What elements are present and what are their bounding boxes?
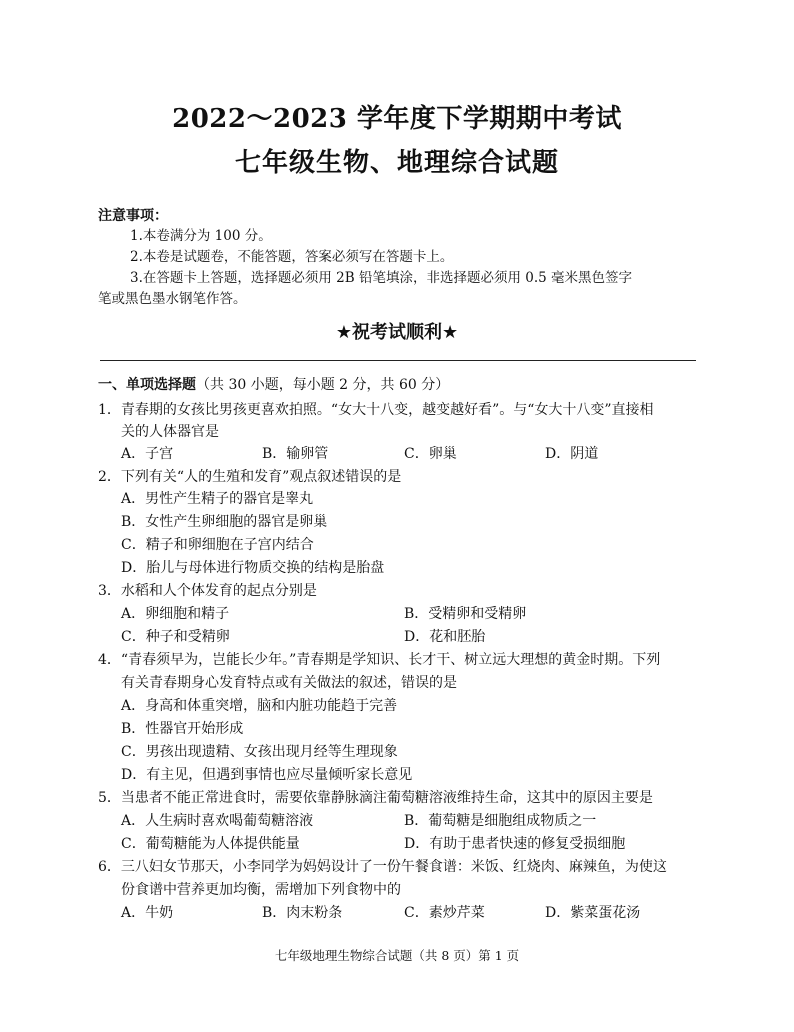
question-5-option-d: D．有助于患者快速的修复受损细胞 — [404, 836, 626, 852]
section-heading — [98, 374, 449, 394]
question-3-option-b: B．受精卵和受精卵 — [404, 606, 527, 622]
exam-subtitle: 七年级生物、地理综合试题 — [234, 148, 559, 178]
page-footer: 七年级地理生物综合试题（共 8 页）第 1 页 — [274, 948, 520, 963]
notice-item: 1.本卷满分为 100 分。 — [130, 228, 272, 244]
question-2-option-d: D．胎儿与母体进行物质交换的结构是胎盘 — [121, 560, 385, 576]
notice-heading: 注意事项： — [98, 208, 168, 224]
question-4-option-b: B．性器官开始形成 — [121, 721, 244, 737]
question-3-option-a: A．卵细胞和精子 — [121, 606, 230, 622]
question-2-option-a: A．男性产生精子的器官是睾丸 — [121, 491, 314, 507]
question-4-option-d: D．有主见，但遇到事情也应尽量倾听家长意见 — [121, 767, 413, 783]
question-5-option-a: A．人生病时喜欢喝葡萄糖溶液 — [121, 813, 314, 829]
question-1-option-c: C．卵巢 — [404, 446, 457, 462]
section-title: 一、单项选择题 — [98, 377, 196, 393]
question-3-stem: 3．水稻和人个体发育的起点分别是 — [98, 583, 317, 599]
question-4-stem: 4．“青春须早为，岂能长少年。”青春期是学知识、长才干、树立远大理想的黄金时期。下列 — [98, 652, 661, 668]
question-2-stem: 2．下列有关“人的生殖和发育”观点叙述错误的是 — [98, 469, 402, 485]
question-5-stem: 5．当患者不能正常进食时，需要依靠静脉滴注葡萄糖溶液维持生命，这其中的原因主要是 — [98, 790, 653, 806]
question-6-option-c: C．素炒芹菜 — [404, 905, 485, 921]
question-4-option-a: A．身高和体重突增，脑和内脏功能趋于完善 — [121, 698, 398, 714]
question-5-option-b: B．葡萄糖是细胞组成物质之一 — [404, 813, 597, 829]
exam-title: 2022～2023 学年度下学期期中考试 — [172, 104, 622, 134]
question-4-option-c: C．男孩出现遗精、女孩出现月经等生理现象 — [121, 744, 398, 760]
notice-item: 2.本卷是试题卷，不能答题，答案必须写在答题卡上。 — [130, 249, 454, 265]
question-6-option-d: D．紫菜蛋花汤 — [545, 905, 641, 921]
question-3-option-d: D．花和胚胎 — [404, 629, 486, 645]
question-4-stem: 有关青春期身心发育特点或有关做法的叙述，错误的是 — [121, 675, 457, 691]
question-6-option-a: A．牛奶 — [121, 905, 174, 921]
question-3-option-c: C．种子和受精卵 — [121, 629, 230, 645]
question-1-stem: 关的人体器官是 — [121, 424, 219, 440]
question-1-option-d: D．阴道 — [545, 446, 599, 462]
question-6-stem: 6．三八妇女节那天，小李同学为妈妈设计了一份午餐食谱：米饭、红烧肉、麻辣鱼，为使这 — [98, 859, 667, 875]
divider-line — [100, 360, 696, 361]
question-1-stem: 1．青春期的女孩比男孩更喜欢拍照。“女大十八变，越变越好看”。与“女大十八变”直接相 — [98, 402, 654, 418]
question-1-option-b: B．输卵管 — [262, 446, 329, 462]
question-2-option-b: B．女性产生卵细胞的器官是卵巢 — [121, 514, 328, 530]
notice-item: 3.在答题卡上答题，选择题必须用 2B 铅笔填涂，非选择题必须用 0.5 毫米黑色签字 — [130, 270, 633, 286]
question-6-stem: 份食谱中营养更加均衡，需增加下列食物中的 — [121, 882, 401, 898]
notice-item: 笔或黑色墨水钢笔作答。 — [98, 291, 247, 307]
question-2-option-c: C．精子和卵细胞在子宫内结合 — [121, 537, 314, 553]
section-note: （共 30 小题，每小题 2 分，共 60 分） — [196, 377, 450, 393]
question-6-option-b: B．肉末粉条 — [262, 905, 343, 921]
good-luck-banner: ★祝考试顺利★ — [335, 322, 459, 343]
question-1-option-a: A．子宫 — [121, 446, 174, 462]
question-5-option-c: C．葡萄糖能为人体提供能量 — [121, 836, 300, 852]
